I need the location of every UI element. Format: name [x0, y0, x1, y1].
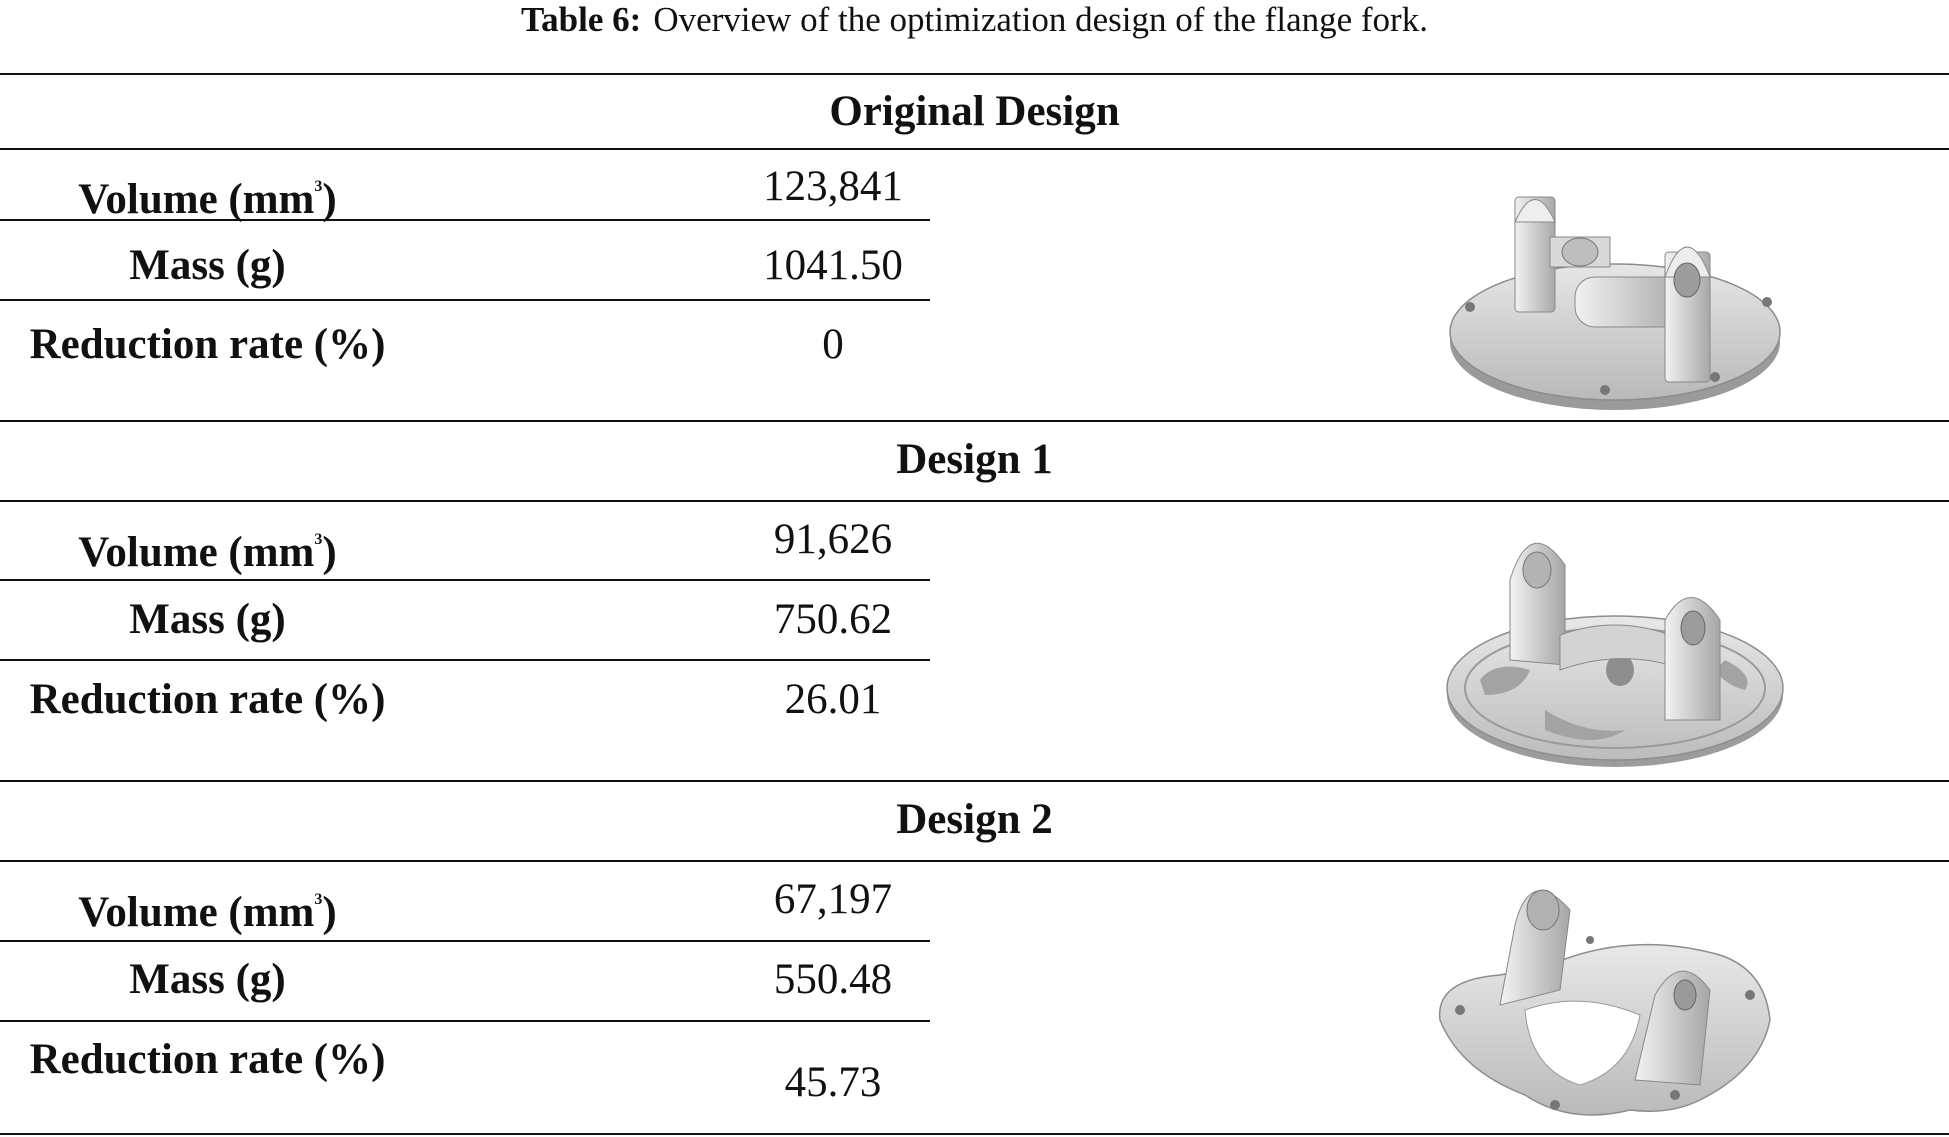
table-bottom-rule [0, 1133, 1949, 1135]
row-rule [0, 579, 930, 581]
row-label-volume: Volume $(mm^3)$ [78, 529, 337, 576]
row-label-reduction: Reduction rate (%) [29, 321, 386, 368]
section-rule [0, 860, 1949, 862]
row-label-mass: Mass (g) [129, 242, 286, 289]
row-value-volume: 91,626 [773, 516, 893, 563]
row-rule [0, 940, 930, 942]
row-value-mass: 1041.50 [763, 242, 903, 289]
row-rule [0, 1020, 930, 1022]
row-value-volume: 123,841 [763, 163, 903, 210]
row-label-reduction: Reduction rate (%) [29, 676, 386, 723]
table-caption-label: Table 6: [521, 0, 642, 39]
row-value-reduction: 0 [822, 321, 844, 368]
row-value-mass: 750.62 [773, 596, 893, 643]
flange-fork-original-render [1425, 152, 1805, 422]
table-caption-text: Overview of the optimization design of the flange fork. [653, 0, 1428, 39]
section-rule [0, 500, 1949, 502]
row-label-volume: Volume $(mm^3)$ [78, 176, 337, 223]
row-value-reduction: 26.01 [784, 676, 882, 723]
row-rule [0, 659, 930, 661]
table-top-rule [0, 73, 1949, 75]
section-rule [0, 780, 1949, 782]
section-title-original: Original Design [829, 88, 1120, 135]
section-title-design1: Design 1 [896, 436, 1053, 483]
row-label-mass: Mass (g) [129, 956, 286, 1003]
section-title-design2: Design 2 [896, 796, 1053, 843]
table-caption [0, 0, 1949, 40]
row-label-volume: Volume $(mm^3)$ [78, 889, 337, 936]
row-value-mass: 550.48 [773, 956, 893, 1003]
flange-fork-design1-render [1425, 510, 1805, 780]
row-value-volume: 67,197 [773, 876, 893, 923]
row-value-reduction: 45.73 [784, 1059, 882, 1106]
row-rule [0, 299, 930, 301]
row-label-reduction: Reduction rate (%) [29, 1036, 386, 1083]
section-rule [0, 148, 1949, 150]
flange-fork-design2-render [1430, 870, 1805, 1130]
row-label-mass: Mass (g) [129, 596, 286, 643]
